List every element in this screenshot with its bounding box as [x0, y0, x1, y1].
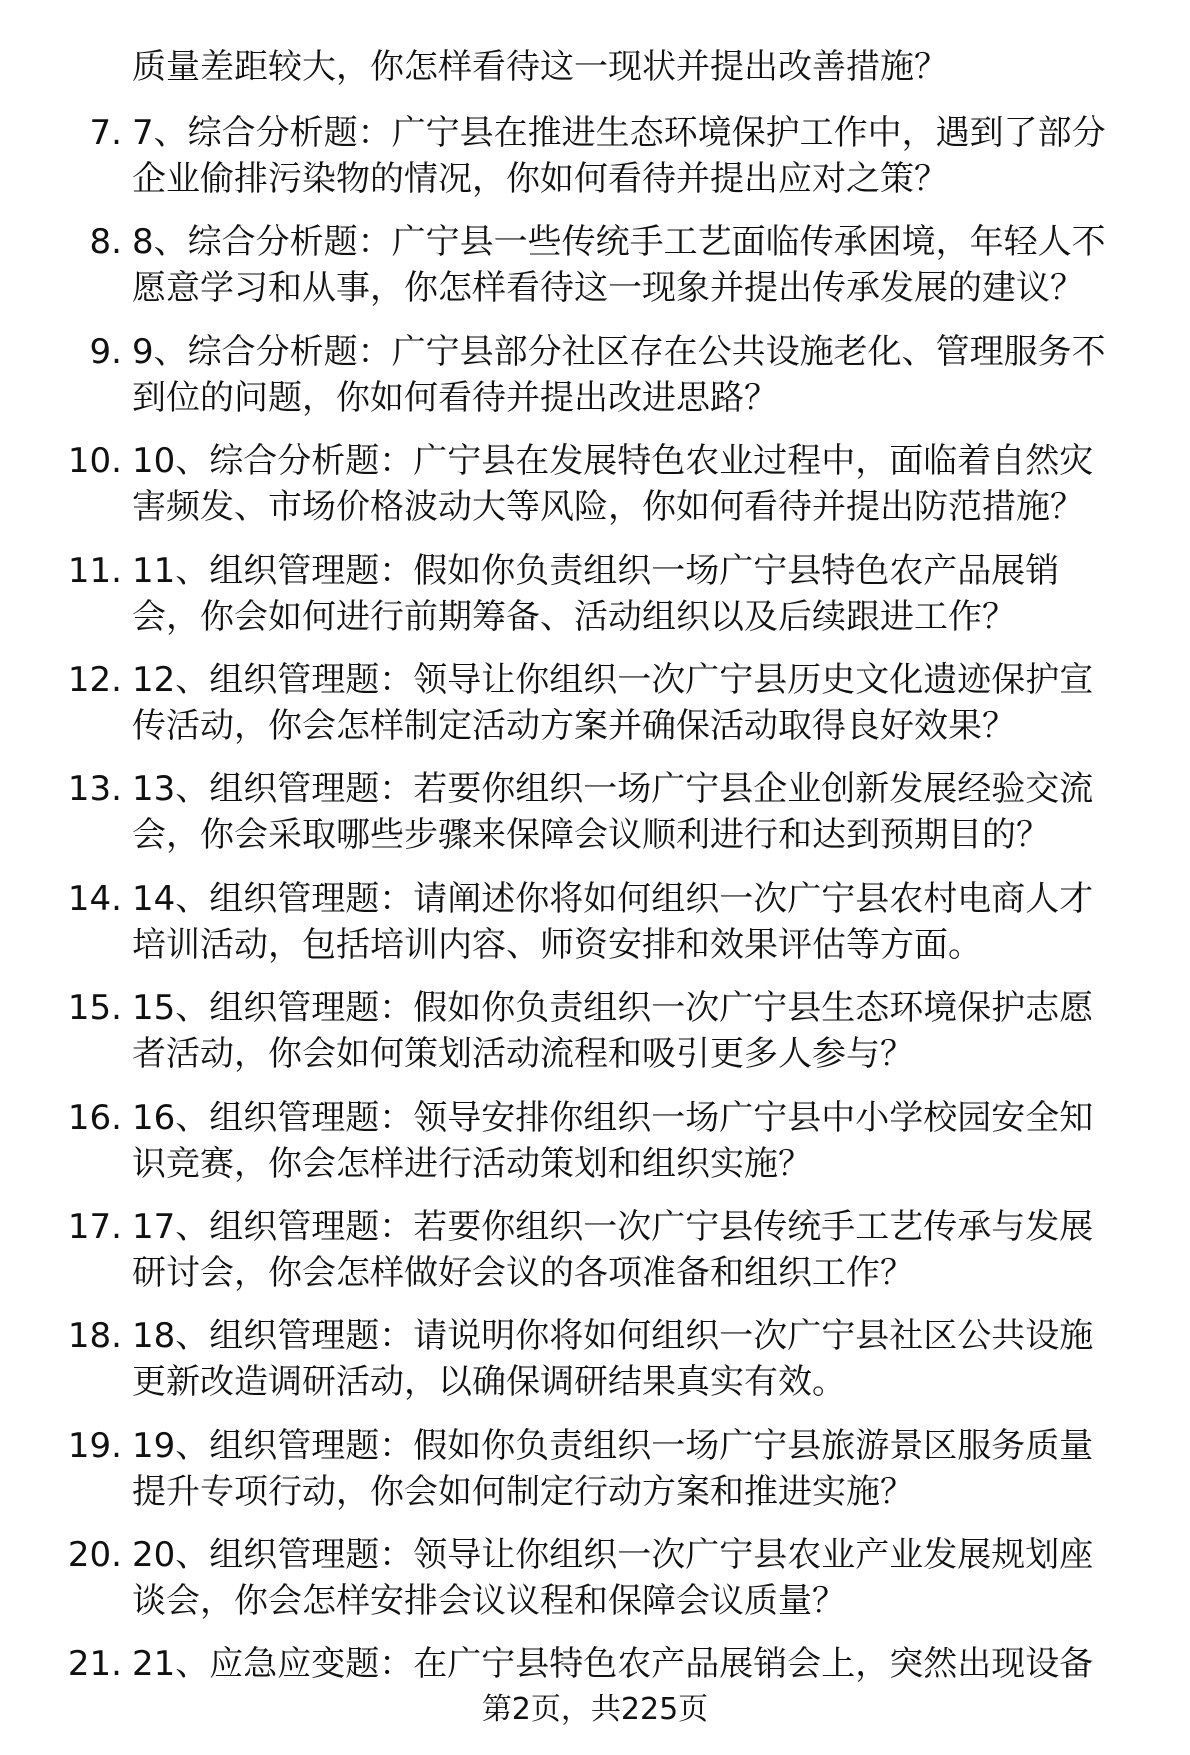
question-text-line: 13、组织管理题：若要你组织一场广宁县企业创新发展经验交流 [132, 769, 1094, 810]
question-number: 16. [67, 1097, 122, 1138]
question-text-line: 更新改造调研活动，以确保调研结果真实有效。 [132, 1362, 846, 1403]
question-text-line: 研讨会，你会怎样做好会议的各项准备和组织工作？ [132, 1252, 914, 1293]
question-text-line: 15、组织管理题：假如你负责组织一次广宁县生态环境保护志愿 [132, 988, 1094, 1029]
question-number: 10. [67, 441, 122, 482]
question-text-line: 17、组织管理题：若要你组织一次广宁县传统手工艺传承与发展 [132, 1206, 1094, 1247]
question-list [0, 110, 1190, 1751]
question-item [0, 1532, 1190, 1622]
question-text-line: 16、组织管理题：领导安排你组织一场广宁县中小学校园安全知 [132, 1097, 1094, 1138]
question-text-line: 19、组织管理题：假如你负责组织一场广宁县旅游景区服务质量 [132, 1425, 1094, 1466]
question-text [132, 985, 1172, 1077]
question-item [0, 548, 1190, 638]
question-number: 21. [67, 1644, 122, 1685]
question-text-line: 培训活动，包括培训内容、师资安排和效果评估等方面。 [132, 924, 982, 965]
question-text-line: 提升专项行动，你会如何制定行动方案和推进实施？ [132, 1471, 914, 1512]
question-text-line: 10、综合分析题：广宁县在发展特色农业过程中，面临着自然灾 [132, 441, 1094, 482]
question-number: 19. [67, 1425, 122, 1466]
page-footer: 第2页，共225页 [481, 1692, 709, 1727]
question-text-line: 12、组织管理题：领导让你组织一次广宁县历史文化遗迹保护宣 [132, 659, 1094, 700]
question-text [132, 1204, 1172, 1296]
question-text-line: 11、组织管理题：假如你负责组织一场广宁县特色农产品展销 [132, 550, 1060, 591]
question-item [0, 1423, 1190, 1513]
question-text [132, 657, 1172, 749]
continuation-line: 质量差距较大，你怎样看待这一现状并提出改善措施？ [132, 47, 948, 87]
question-number: 7. [89, 113, 122, 153]
question-text-line: 14、组织管理题：请阐述你将如何组织一次广宁县农村电商人才 [132, 878, 1094, 919]
question-item [0, 1313, 1190, 1403]
question-text-line: 传活动，你会怎样制定活动方案并确保活动取得良好效果？ [132, 705, 1016, 746]
question-text-line: 18、组织管理题：请说明你将如何组织一次广宁县社区公共设施 [132, 1316, 1094, 1357]
question-text [132, 1423, 1172, 1515]
question-text-line: 会，你会采取哪些步骤来保障会议顺利进行和达到预期目的？ [132, 815, 1050, 856]
question-item [0, 657, 1190, 747]
question-text-line: 到位的问题，你如何看待并提出改进思路？ [132, 377, 778, 418]
question-text [132, 876, 1172, 968]
question-item [0, 329, 1190, 419]
question-item [0, 1095, 1190, 1185]
question-item [0, 1204, 1190, 1294]
question-text [132, 1641, 1172, 1687]
question-number: 15. [67, 988, 122, 1029]
question-text [132, 329, 1172, 421]
question-text-line: 会，你会如何进行前期筹备、活动组织以及后续跟进工作？ [132, 596, 1016, 637]
question-number: 12. [67, 659, 122, 700]
question-text [132, 110, 1172, 202]
question-text-line: 21、应急应变题：在广宁县特色农产品展销会上，突然出现设备 [132, 1644, 1094, 1685]
question-text-line: 愿意学习和从事，你怎样看待这一现象并提出传承发展的建议？ [132, 268, 1084, 309]
question-text-line: 识竞赛，你会怎样进行活动策划和组织实施？ [132, 1143, 812, 1184]
question-item [0, 766, 1190, 856]
question-number: 9. [89, 331, 122, 372]
question-item [0, 438, 1190, 528]
question-number: 20. [67, 1535, 122, 1576]
question-text [132, 766, 1172, 858]
question-text-line: 20、组织管理题：领导让你组织一次广宁县农业产业发展规划座 [132, 1535, 1094, 1576]
question-number: 14. [67, 878, 122, 919]
question-number: 17. [67, 1206, 122, 1247]
question-text [132, 219, 1172, 311]
question-text-line: 9、综合分析题：广宁县部分社区存在公共设施老化、管理服务不 [132, 331, 1106, 372]
question-item [0, 876, 1190, 966]
question-text-line: 者活动，你会如何策划活动流程和吸引更多人参与？ [132, 1034, 914, 1075]
question-number: 18. [67, 1316, 122, 1357]
question-text-line: 害频发、市场价格波动大等风险，你如何看待并提出防范措施？ [132, 487, 1084, 528]
question-text-line: 企业偷排污染物的情况，你如何看待并提出应对之策？ [132, 159, 948, 199]
question-text [132, 438, 1172, 530]
question-text [132, 1313, 1172, 1405]
question-item [0, 110, 1190, 200]
question-text [132, 548, 1172, 640]
question-text-line: 8、综合分析题：广宁县一些传统手工艺面临传承困境，年轻人不 [132, 222, 1106, 263]
question-number: 13. [67, 769, 122, 810]
question-number: 11. [67, 550, 122, 591]
question-text-line: 谈会，你会怎样安排会议议程和保障会议质量？ [132, 1581, 846, 1622]
question-text [132, 1095, 1172, 1187]
question-item [0, 219, 1190, 309]
question-text [132, 1532, 1172, 1624]
question-text-line: 7、综合分析题：广宁县在推进生态环境保护工作中，遇到了部分 [132, 113, 1106, 153]
question-number: 8. [89, 222, 122, 263]
question-item [0, 985, 1190, 1075]
